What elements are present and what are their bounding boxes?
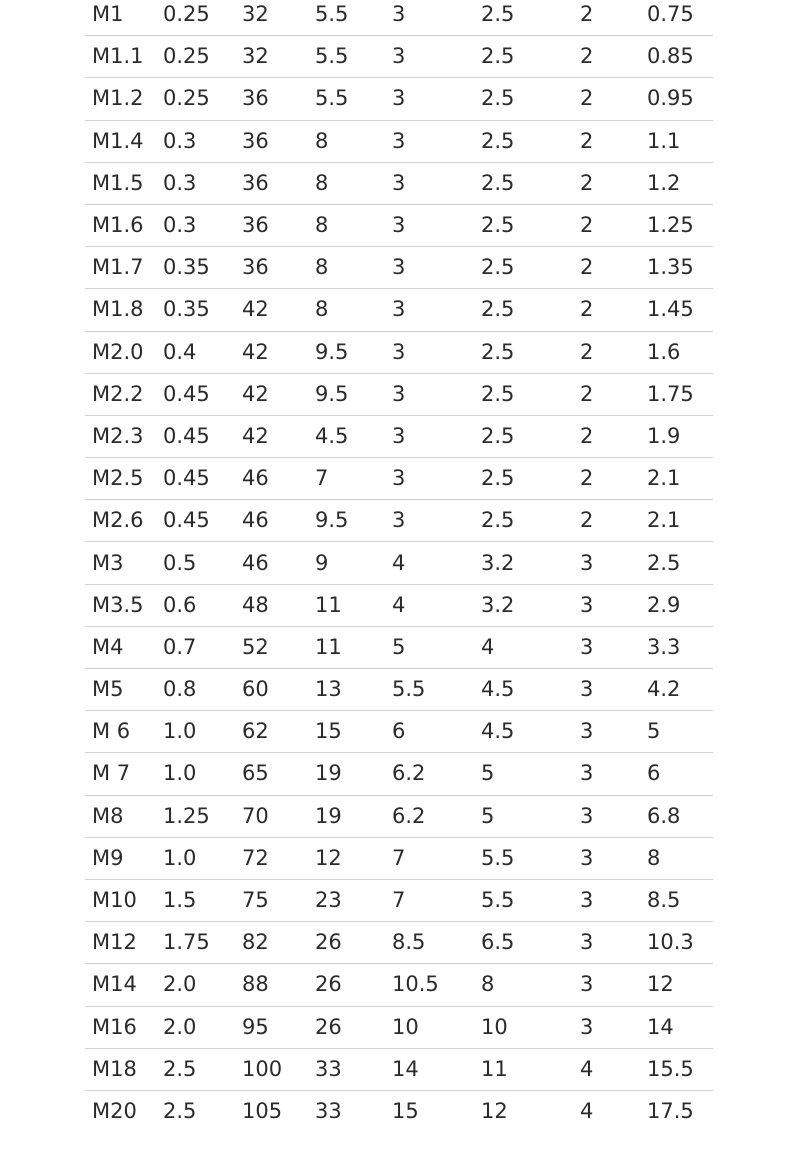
cell-square-size: 5 [481, 795, 580, 837]
cell-shank-diameter: 3 [392, 500, 481, 542]
cell-size: M1.2 [85, 78, 163, 120]
cell-pitch: 0.25 [163, 78, 242, 120]
cell-shank-diameter: 10.5 [392, 964, 481, 1006]
cell-pitch: 2.0 [163, 964, 242, 1006]
cell-square-size: 2.5 [481, 331, 580, 373]
cell-shank-diameter: 4 [392, 584, 481, 626]
cell-thread-length: 7 [315, 458, 392, 500]
cell-shank-diameter: 5.5 [392, 669, 481, 711]
cell-square-size: 6.5 [481, 922, 580, 964]
cell-shank-diameter: 3 [392, 458, 481, 500]
cell-drill-size: 14 [647, 1006, 713, 1048]
cell-flutes: 3 [580, 879, 647, 921]
cell-size: M2.0 [85, 331, 163, 373]
cell-drill-size: 3.3 [647, 626, 713, 668]
cell-total-length: 88 [242, 964, 315, 1006]
cell-size: M14 [85, 964, 163, 1006]
cell-size: M9 [85, 837, 163, 879]
cell-pitch: 0.35 [163, 247, 242, 289]
cell-flutes: 2 [580, 204, 647, 246]
cell-shank-diameter: 4 [392, 542, 481, 584]
cell-total-length: 105 [242, 1098, 283, 1123]
cell-square-size: 12 [481, 1098, 508, 1123]
cell-size: M1.4 [85, 120, 163, 162]
cell-total-length: 60 [242, 669, 315, 711]
cell-drill-size: 2.5 [647, 542, 713, 584]
cell-pitch: 0.45 [163, 458, 242, 500]
table-row [85, 626, 713, 668]
cell-thread-length: 13 [315, 669, 392, 711]
cell-shank-diameter: 10 [392, 1006, 481, 1048]
cell-pitch: 1.0 [163, 753, 242, 795]
cell-thread-length: 5.5 [315, 0, 392, 36]
cell-pitch: 0.45 [163, 373, 242, 415]
cell-flutes: 3 [580, 795, 647, 837]
cell-flutes: 2 [580, 120, 647, 162]
cell-thread-length: 9 [315, 542, 392, 584]
cell-pitch: 0.4 [163, 331, 242, 373]
cell-total-length: 36 [242, 78, 315, 120]
cell-square-size: 2.5 [481, 247, 580, 289]
cell-pitch: 1.0 [163, 837, 242, 879]
cell-flutes: 3 [580, 542, 647, 584]
cell-pitch: 1.0 [163, 711, 242, 753]
cell-flutes: 2 [580, 415, 647, 457]
cell-shank-diameter: 6 [392, 711, 481, 753]
cell-drill-size: 8.5 [647, 879, 713, 921]
cell-pitch: 0.45 [163, 415, 242, 457]
table-row [85, 373, 713, 415]
cell-thread-length: 8 [315, 120, 392, 162]
cell-size: M3.5 [85, 584, 163, 626]
cell-pitch: 0.6 [163, 584, 242, 626]
cell-square-size: 2.5 [481, 0, 580, 36]
cell-drill-size: 1.35 [647, 247, 713, 289]
cell-thread-length: 23 [315, 879, 392, 921]
cell-square-size: 10 [481, 1006, 580, 1048]
cell-pitch: 2.5 [163, 1048, 242, 1090]
cell-thread-length: 9.5 [315, 500, 392, 542]
cell-drill-size: 12 [647, 964, 713, 1006]
cell-size: M8 [85, 795, 163, 837]
cell-flutes: 3 [580, 753, 647, 795]
cell-total-length: 52 [242, 626, 315, 668]
cell-total-length: 36 [242, 120, 315, 162]
cell-pitch: 1.5 [163, 879, 242, 921]
cell-thread-length: 11 [315, 626, 392, 668]
table-row [85, 964, 713, 1006]
cell-square-size: 11 [481, 1048, 580, 1090]
cell-shank-diameter: 3 [392, 78, 481, 120]
cell-flutes: 2 [580, 247, 647, 289]
cell-drill-size: 0.95 [647, 78, 713, 120]
cell-pitch: 1.75 [163, 922, 242, 964]
cell-total-length: 42 [242, 289, 315, 331]
cell-drill-size: 17.5 [647, 1098, 694, 1123]
table-row [85, 711, 713, 753]
cell-shank-diameter: 6.2 [392, 753, 481, 795]
cell-flutes: 3 [580, 626, 647, 668]
cell-square-size: 3.2 [481, 542, 580, 584]
cell-thread-length: 8 [315, 204, 392, 246]
cell-shank-diameter: 3 [392, 331, 481, 373]
cell-pitch: 0.8 [163, 669, 242, 711]
cell-square-size: 2.5 [481, 415, 580, 457]
cell-drill-size: 10.3 [647, 922, 713, 964]
cell-drill-size: 2.1 [647, 458, 713, 500]
cell-square-size: 2.5 [481, 289, 580, 331]
cell-total-length: 95 [242, 1006, 315, 1048]
cell-flutes: 3 [580, 837, 647, 879]
cell-size: M1 [85, 0, 163, 36]
cell-square-size: 2.5 [481, 500, 580, 542]
cell-shank-diameter: 3 [392, 373, 481, 415]
table-row [85, 120, 713, 162]
cell-thread-length: 11 [315, 584, 392, 626]
cell-thread-length: 26 [315, 922, 392, 964]
table-row [85, 36, 713, 78]
cell-thread-length: 19 [315, 795, 392, 837]
cell-shank-diameter: 15 [392, 1098, 419, 1123]
cell-size: M16 [85, 1006, 163, 1048]
cell-total-length: 36 [242, 162, 315, 204]
cell-drill-size: 1.45 [647, 289, 713, 331]
cell-shank-diameter: 5 [392, 626, 481, 668]
cell-size: M4 [85, 626, 163, 668]
cell-thread-length: 12 [315, 837, 392, 879]
table-row [85, 162, 713, 204]
cell-flutes: 2 [580, 162, 647, 204]
table-row [85, 204, 713, 246]
cell-drill-size: 1.25 [647, 204, 713, 246]
cell-square-size: 4.5 [481, 711, 580, 753]
cell-size: M10 [85, 879, 163, 921]
cell-total-length: 46 [242, 500, 315, 542]
cell-pitch: 0.5 [163, 542, 242, 584]
cell-thread-length: 9.5 [315, 373, 392, 415]
cell-total-length: 65 [242, 753, 315, 795]
cell-square-size: 8 [481, 964, 580, 1006]
thread-spec-table [85, 0, 713, 1132]
cell-pitch: 0.3 [163, 204, 242, 246]
cell-shank-diameter: 7 [392, 837, 481, 879]
table-body [85, 0, 713, 1132]
table-row [85, 879, 713, 921]
table-row [85, 584, 713, 626]
cell-thread-length: 8 [315, 247, 392, 289]
cell-size: M1.8 [85, 289, 163, 331]
cell-size: M 6 [85, 711, 163, 753]
cell-drill-size: 1.9 [647, 415, 713, 457]
cell-total-length: 72 [242, 837, 315, 879]
cell-square-size: 4 [481, 626, 580, 668]
cell-flutes: 2 [580, 78, 647, 120]
cell-drill-size: 2.1 [647, 500, 713, 542]
cell-drill-size: 0.85 [647, 36, 713, 78]
cell-flutes: 3 [580, 922, 647, 964]
cell-pitch: 0.7 [163, 626, 242, 668]
cell-shank-diameter: 3 [392, 204, 481, 246]
cell-drill-size: 1.2 [647, 162, 713, 204]
cell-total-length: 46 [242, 458, 315, 500]
cell-size: M1.1 [85, 36, 163, 78]
cell-total-length: 62 [242, 711, 315, 753]
cell-total-length: 42 [242, 415, 315, 457]
cell-thread-length: 4.5 [315, 415, 392, 457]
cell-size: M2.2 [85, 373, 163, 415]
cell-shank-diameter: 3 [392, 289, 481, 331]
cell-pitch: 2.5 [163, 1098, 197, 1123]
cell-total-length: 46 [242, 542, 315, 584]
cell-drill-size: 4.2 [647, 669, 713, 711]
cell-thread-length: 5.5 [315, 78, 392, 120]
cell-thread-length: 26 [315, 964, 392, 1006]
cell-total-length: 42 [242, 373, 315, 415]
cell-pitch: 2.0 [163, 1006, 242, 1048]
table-row [85, 1006, 713, 1048]
cell-size: M5 [85, 669, 163, 711]
table-row [85, 289, 713, 331]
table-row [85, 415, 713, 457]
table-row [85, 331, 713, 373]
cell-total-length: 82 [242, 922, 315, 964]
cell-flutes: 3 [580, 1006, 647, 1048]
cell-pitch: 0.3 [163, 120, 242, 162]
cell-size: M1.6 [85, 204, 163, 246]
cell-drill-size: 8 [647, 837, 713, 879]
table-row [85, 500, 713, 542]
cell-thread-length: 19 [315, 753, 392, 795]
cell-flutes: 3 [580, 964, 647, 1006]
cell-square-size: 5 [481, 753, 580, 795]
cell-pitch: 0.45 [163, 500, 242, 542]
table-row [85, 669, 713, 711]
cell-shank-diameter: 3 [392, 415, 481, 457]
cell-thread-length: 15 [315, 711, 392, 753]
cell-square-size: 3.2 [481, 584, 580, 626]
cell-thread-length: 8 [315, 162, 392, 204]
table-row [85, 1090, 713, 1132]
cell-flutes: 2 [580, 36, 647, 78]
cell-square-size: 2.5 [481, 120, 580, 162]
cell-drill-size: 1.1 [647, 120, 713, 162]
table-row [85, 458, 713, 500]
cell-shank-diameter: 3 [392, 120, 481, 162]
cell-square-size: 2.5 [481, 78, 580, 120]
table-row [85, 0, 713, 36]
cell-thread-length: 33 [315, 1048, 392, 1090]
cell-total-length: 42 [242, 331, 315, 373]
cell-drill-size: 6 [647, 753, 713, 795]
cell-size: M12 [85, 922, 163, 964]
cell-flutes: 2 [580, 458, 647, 500]
cell-shank-diameter: 7 [392, 879, 481, 921]
cell-total-length: 100 [242, 1048, 315, 1090]
cell-size: M20 [92, 1098, 137, 1123]
cell-pitch: 0.3 [163, 162, 242, 204]
cell-flutes: 2 [580, 500, 647, 542]
table-row [85, 1048, 713, 1090]
cell-square-size: 2.5 [481, 36, 580, 78]
cell-total-length: 32 [242, 0, 315, 36]
cell-pitch: 1.25 [163, 795, 242, 837]
cell-total-length: 70 [242, 795, 315, 837]
cell-square-size: 5.5 [481, 837, 580, 879]
cell-shank-diameter: 3 [392, 162, 481, 204]
cell-size: M2.5 [85, 458, 163, 500]
cell-flutes: 3 [580, 584, 647, 626]
cell-size: M18 [85, 1048, 163, 1090]
cell-square-size: 2.5 [481, 162, 580, 204]
cell-square-size: 4.5 [481, 669, 580, 711]
cell-drill-size: 15.5 [647, 1048, 713, 1090]
cell-square-size: 2.5 [481, 204, 580, 246]
cell-square-size: 2.5 [481, 373, 580, 415]
cell-size: M 7 [85, 753, 163, 795]
table-row [85, 247, 713, 289]
cell-shank-diameter: 3 [392, 247, 481, 289]
cell-flutes: 3 [580, 669, 647, 711]
cell-flutes: 2 [580, 373, 647, 415]
cell-drill-size: 5 [647, 711, 713, 753]
cell-thread-length: 5.5 [315, 36, 392, 78]
cell-total-length: 36 [242, 204, 315, 246]
cell-square-size: 2.5 [481, 458, 580, 500]
cell-size: M1.7 [85, 247, 163, 289]
cell-drill-size: 0.75 [647, 0, 713, 36]
cell-size: M3 [85, 542, 163, 584]
cell-shank-diameter: 3 [392, 0, 481, 36]
cell-pitch: 0.35 [163, 289, 242, 331]
table-row [85, 922, 713, 964]
cell-shank-diameter: 3 [392, 36, 481, 78]
cell-flutes: 2 [580, 289, 647, 331]
cell-total-length: 36 [242, 247, 315, 289]
cell-flutes: 3 [580, 711, 647, 753]
table-row [85, 795, 713, 837]
cell-shank-diameter: 8.5 [392, 922, 481, 964]
cell-thread-length: 8 [315, 289, 392, 331]
cell-total-length: 32 [242, 36, 315, 78]
cell-drill-size: 6.8 [647, 795, 713, 837]
table-row [85, 837, 713, 879]
cell-drill-size: 2.9 [647, 584, 713, 626]
table-row [85, 542, 713, 584]
cell-total-length: 75 [242, 879, 315, 921]
cell-thread-length: 33 [315, 1098, 342, 1123]
table-row [85, 78, 713, 120]
cell-size: M2.3 [85, 415, 163, 457]
cell-thread-length: 9.5 [315, 331, 392, 373]
cell-thread-length: 26 [315, 1006, 392, 1048]
cell-flutes: 4 [580, 1048, 647, 1090]
cell-shank-diameter: 14 [392, 1048, 481, 1090]
cell-drill-size: 1.6 [647, 331, 713, 373]
cell-flutes: 2 [580, 0, 647, 36]
cell-flutes: 4 [580, 1098, 594, 1123]
cell-drill-size: 1.75 [647, 373, 713, 415]
cell-total-length: 48 [242, 584, 315, 626]
cell-flutes: 2 [580, 331, 647, 373]
cell-square-size: 5.5 [481, 879, 580, 921]
table-row [85, 753, 713, 795]
cell-pitch: 0.25 [163, 36, 242, 78]
cell-size: M1.5 [85, 162, 163, 204]
cell-shank-diameter: 6.2 [392, 795, 481, 837]
cell-size: M2.6 [85, 500, 163, 542]
cell-pitch: 0.25 [163, 0, 242, 36]
